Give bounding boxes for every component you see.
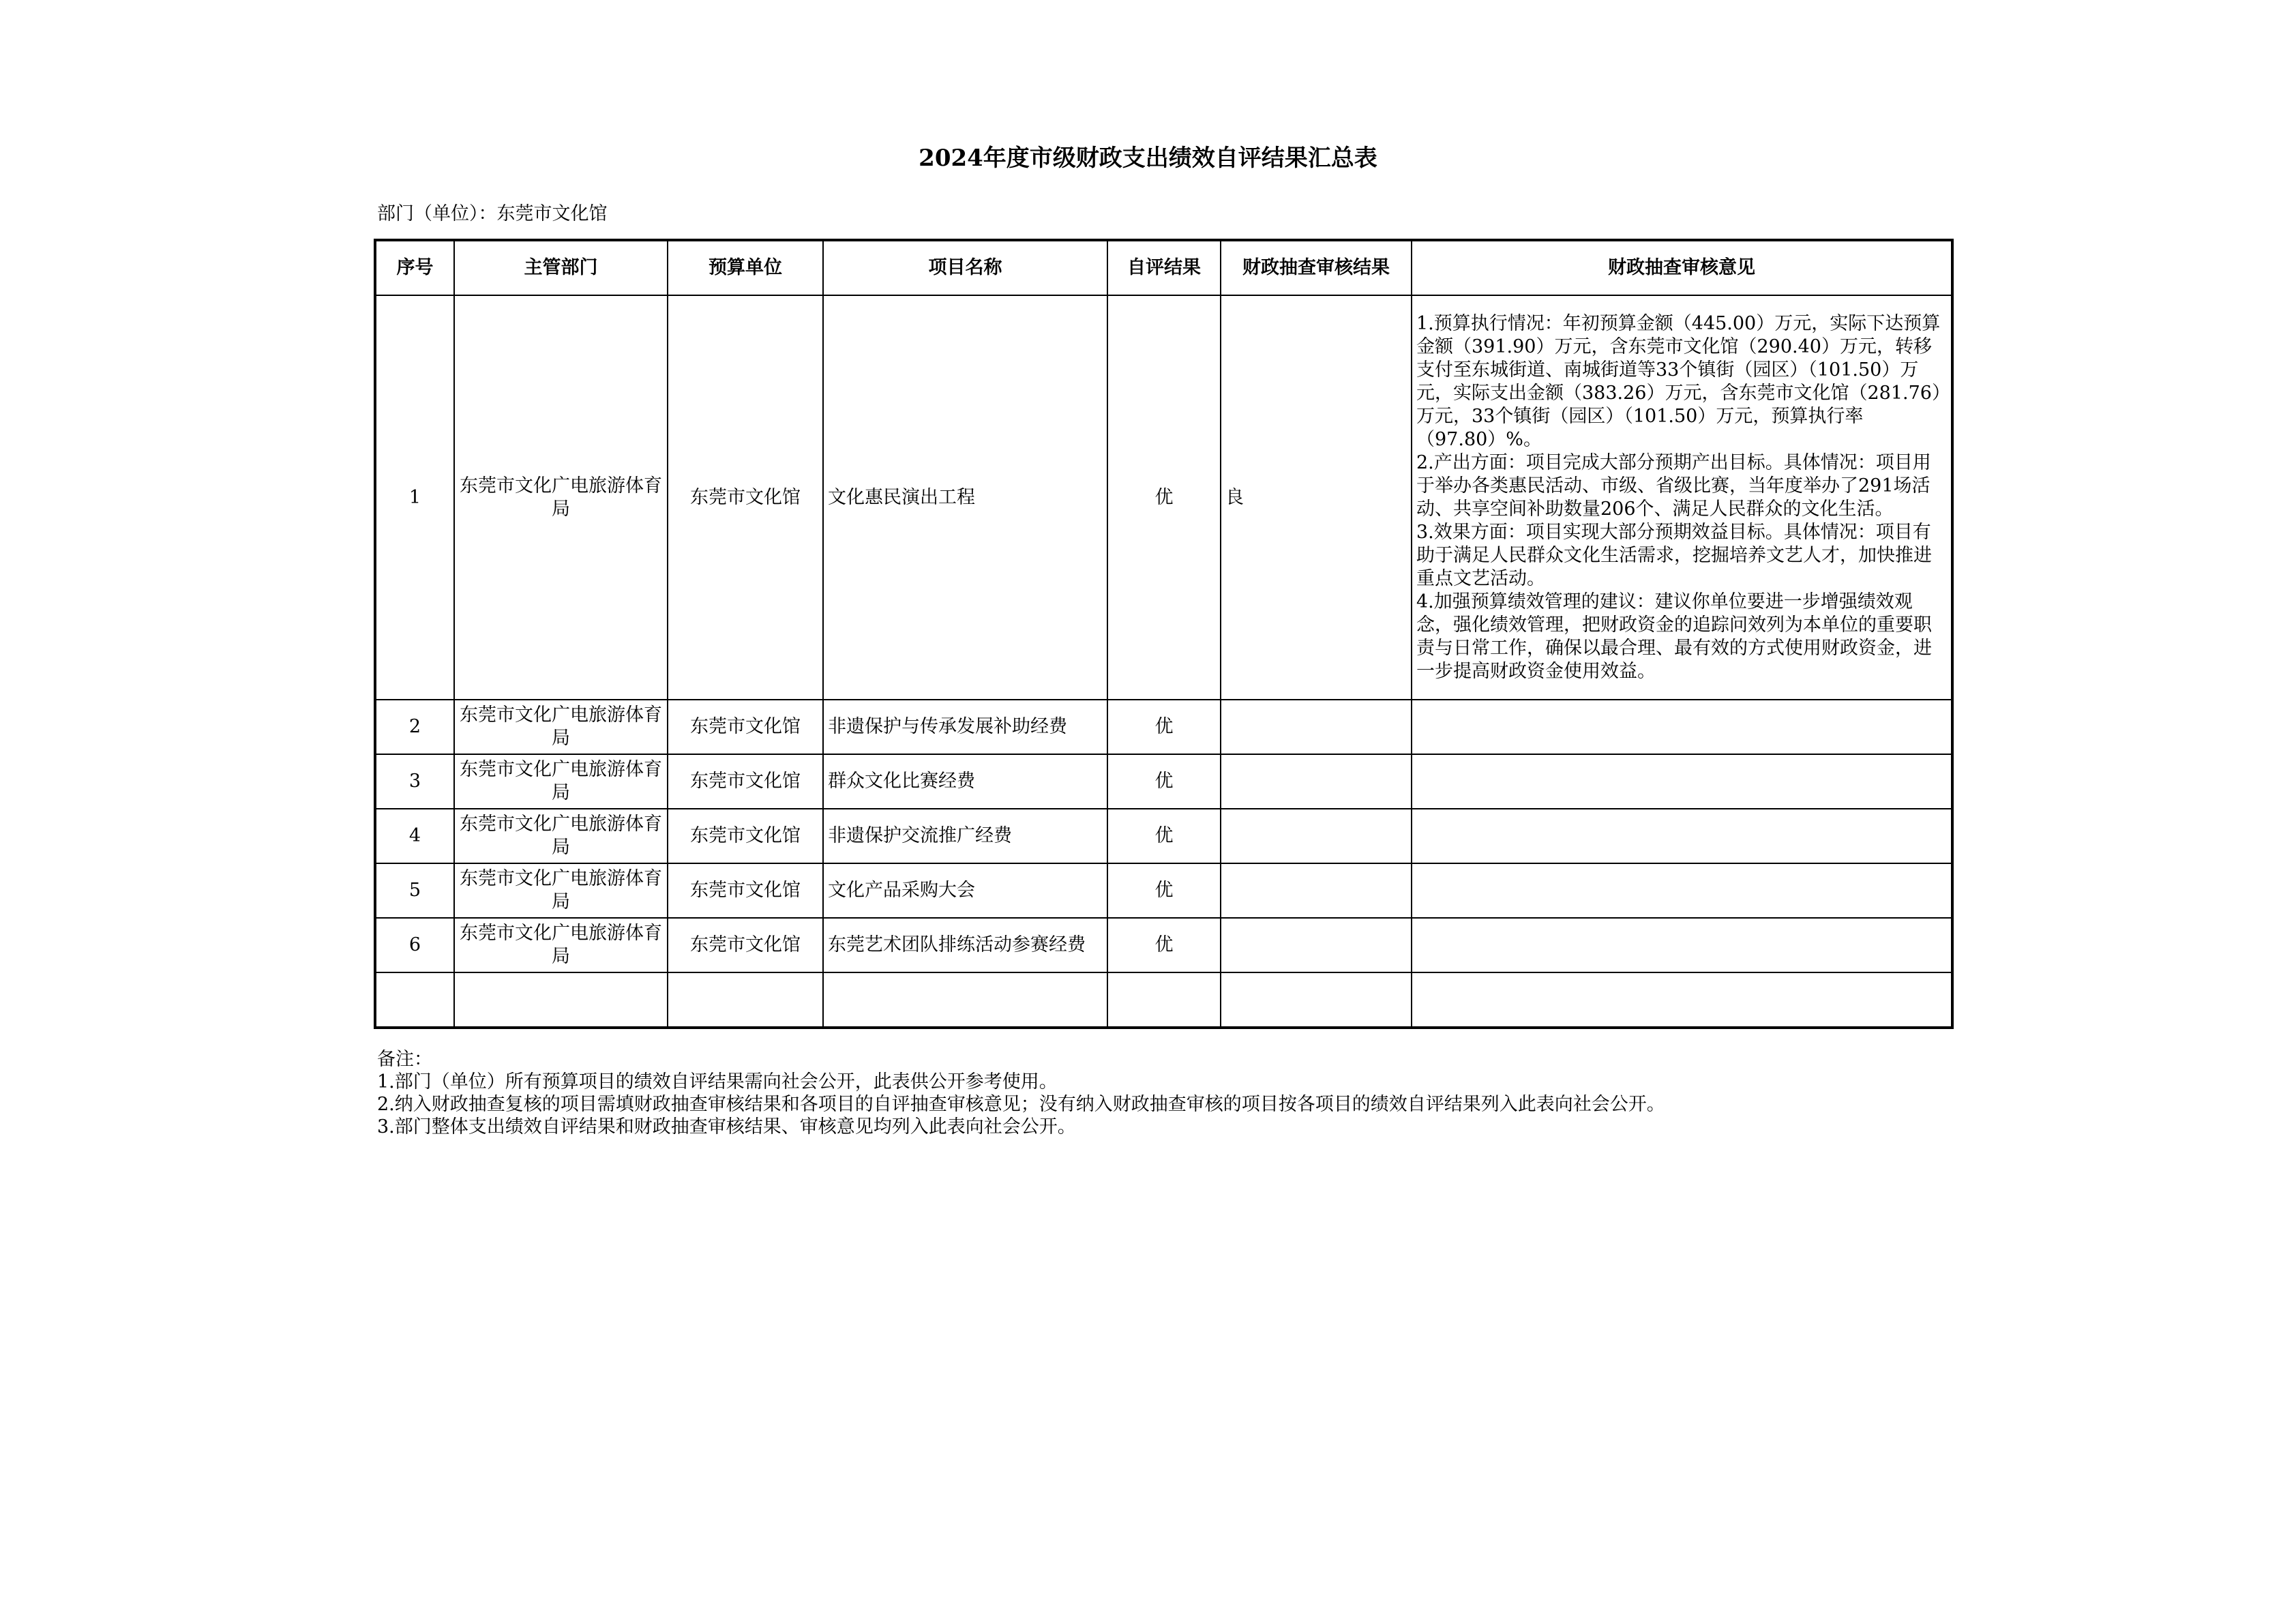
header-no: 序号 [375, 240, 454, 295]
table-row [375, 295, 1952, 700]
note-item: 2.纳入财政抽查复核的项目需填财政抽查审核结果和各项目的自评抽查审核意见；没有纳入财政抽查审核的项目按各项目的绩效自评结果列入此表向社会公开。 [377, 1094, 1665, 1115]
cell-audit-result [1221, 754, 1412, 809]
notes-label: 备注： [377, 1049, 432, 1070]
cell-audit-opinion [1412, 295, 1952, 700]
header-audit-result: 财政抽查审核结果 [1221, 240, 1412, 295]
header-self-result: 自评结果 [1107, 240, 1221, 295]
opinion-paragraph: 1.预算执行情况：年初预算金额（445.00）万元，实际下达预算金额（391.90）万元，含东莞市文化馆（290.40）万元，转移支付至东城街道、南城街道等33个镇街（园区）（101.50）万元，实际支出金额（383.26）万元，含东莞市文化馆（281.76）万元，33个镇街（园区）（101.50）万元，预算执行率（97.80）%。 [1416, 312, 1941, 450]
cell-audit-opinion [1412, 754, 1952, 809]
table-row [375, 754, 1952, 809]
empty-row [375, 972, 1952, 1028]
header-project: 项目名称 [823, 240, 1107, 295]
cell-dept: 东莞市文化广电旅游体育局 [454, 754, 668, 809]
department-line: 部门（单位）：东莞市文化馆 [377, 203, 608, 224]
cell-self-result: 优 [1107, 754, 1221, 809]
cell-unit: 东莞市文化馆 [668, 700, 823, 754]
table-row [375, 700, 1952, 754]
table-row [375, 918, 1952, 972]
cell-audit-result [1221, 863, 1412, 918]
cell-self-result: 优 [1107, 700, 1221, 754]
opinion-paragraph: 4.加强预算绩效管理的建议：建议你单位要进一步增强绩效观念，强化绩效管理，把财政资金的追踪问效列为本单位的重要职责与日常工作，确保以最合理、最有效的方式使用财政资金，进一步提高财政资金使用效益。 [1416, 591, 1932, 682]
opinion-paragraph: 3.效果方面：项目实现大部分预期效益目标。具体情况：项目有助于满足人民群众文化生活需求，挖掘培养文艺人才，加快推进重点文艺活动。 [1416, 521, 1932, 589]
cell-audit-opinion [1412, 700, 1952, 754]
summary-table [374, 239, 1954, 1029]
cell-dept: 东莞市文化广电旅游体育局 [454, 700, 668, 754]
page-title: 2024年度市级财政支出绩效自评结果汇总表 [919, 145, 1377, 172]
cell-unit: 东莞市文化馆 [668, 809, 823, 863]
cell-unit: 东莞市文化馆 [668, 295, 823, 700]
cell-unit: 东莞市文化馆 [668, 754, 823, 809]
cell-dept: 东莞市文化广电旅游体育局 [454, 863, 668, 918]
empty-cell [454, 972, 668, 1028]
cell-project: 群众文化比赛经费 [823, 754, 1107, 809]
empty-cell [1107, 972, 1221, 1028]
cell-audit-result [1221, 700, 1412, 754]
cell-audit-opinion [1412, 918, 1952, 972]
notes-section [377, 1048, 1665, 1138]
empty-cell [1412, 972, 1952, 1028]
empty-cell [823, 972, 1107, 1028]
cell-project: 东莞艺术团队排练活动参赛经费 [823, 918, 1107, 972]
cell-audit-result [1221, 809, 1412, 863]
cell-project: 文化惠民演出工程 [823, 295, 1107, 700]
cell-dept: 东莞市文化广电旅游体育局 [454, 809, 668, 863]
cell-unit: 东莞市文化馆 [668, 863, 823, 918]
cell-audit-result: 良 [1221, 295, 1412, 700]
note-item: 3.部门整体支出绩效自评结果和财政抽查审核结果、审核意见均列入此表向社会公开。 [377, 1116, 1076, 1137]
cell-audit-opinion [1412, 863, 1952, 918]
cell-project: 非遗保护与传承发展补助经费 [823, 700, 1107, 754]
cell-no: 4 [375, 809, 454, 863]
opinion-paragraph: 2.产出方面：项目完成大部分预期产出目标。具体情况：项目用于举办各类惠民活动、市级、省级比赛，当年度举办了291场活动、共享空间补助数量206个、满足人民群众的文化生活。 [1416, 451, 1931, 520]
cell-self-result: 优 [1107, 809, 1221, 863]
header-unit: 预算单位 [668, 240, 823, 295]
cell-project: 非遗保护交流推广经费 [823, 809, 1107, 863]
empty-cell [375, 972, 454, 1028]
header-audit-opinion: 财政抽查审核意见 [1412, 240, 1952, 295]
empty-cell [1221, 972, 1412, 1028]
cell-self-result: 优 [1107, 295, 1221, 700]
table-header-row [375, 240, 1952, 295]
cell-no: 6 [375, 918, 454, 972]
cell-self-result: 优 [1107, 918, 1221, 972]
cell-self-result: 优 [1107, 863, 1221, 918]
cell-unit: 东莞市文化馆 [668, 918, 823, 972]
cell-dept: 东莞市文化广电旅游体育局 [454, 918, 668, 972]
cell-no: 1 [375, 295, 454, 700]
header-dept: 主管部门 [454, 240, 668, 295]
cell-audit-result [1221, 918, 1412, 972]
cell-no: 5 [375, 863, 454, 918]
note-item: 1.部门（单位）所有预算项目的绩效自评结果需向社会公开，此表供公开参考使用。 [377, 1071, 1058, 1092]
cell-project: 文化产品采购大会 [823, 863, 1107, 918]
empty-cell [668, 972, 823, 1028]
table-row [375, 809, 1952, 863]
cell-no: 2 [375, 700, 454, 754]
cell-no: 3 [375, 754, 454, 809]
table-row [375, 863, 1952, 918]
cell-audit-opinion [1412, 809, 1952, 863]
cell-dept: 东莞市文化广电旅游体育局 [454, 295, 668, 700]
